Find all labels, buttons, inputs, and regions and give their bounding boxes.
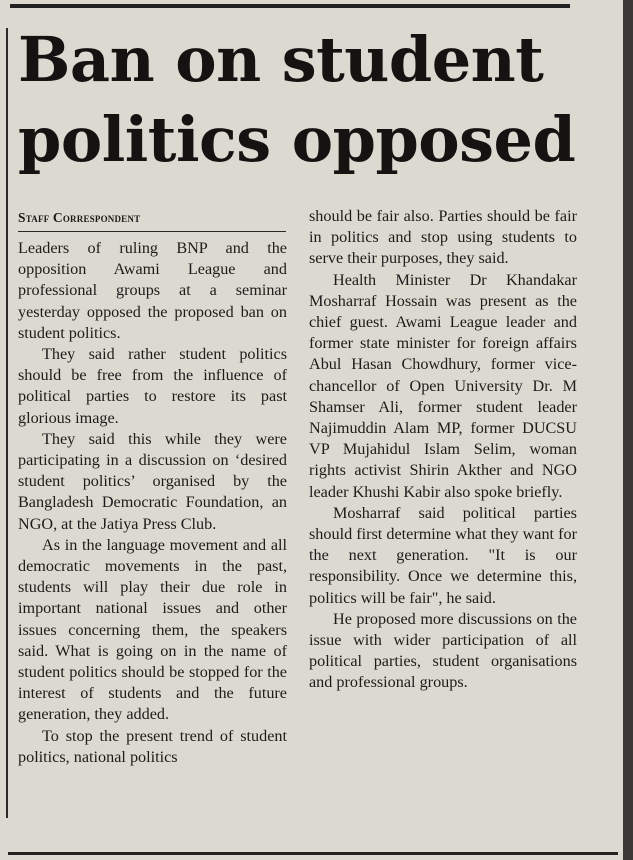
paragraph: Health Minister Dr Khandakar Mosharraf Hossain was present as the chief guest. Awami League leader and former state minister for foreign affairs Abul Hasan Chowdhury, former vice-chancellor of Open University Dr. M Shamser Ali, former student leader Najimuddin Alam MP, former DUCSU VP Mujahidul Islam Selim, woman rights activist Shirin Akther and NGO leader Khushi Kabir also spoke briefly. [309,270,577,501]
left-column [18,238,287,768]
paragraph: As in the language movement and all democratic movements in the past, students will play their due role in important national issues and other issues concerning them, the speakers said. What is going on in the name of student politics should be stopped for the interest of students and the future generation, they added. [18,535,287,724]
paragraph: They said this while they were participating in a discussion on ‘desired student politics’ organised by the Bangladesh Democratic Foundation, an NGO, at the Jatiya Press Club. [18,429,287,533]
left-rule [6,28,8,818]
headline: Ban on student politics opposed [18,23,576,176]
top-rule [10,4,570,8]
paragraph: They said rather student politics should be free from the influence of political parties to restore its past glorious image. [18,345,287,427]
bottom-rule [8,852,618,855]
paragraph: To stop the present trend of student politics, national politics [18,726,287,766]
right-column [309,206,577,694]
byline: Staff Correspondent [18,208,286,232]
paragraph: Mosharraf said political parties should first determine what they want for the next generation. "It is our responsibility. Once we determine this, politics will be fair", he said. [309,503,577,607]
paragraph: Leaders of ruling BNP and the opposition Awami League and professional groups at a seminar yesterday opposed the proposed ban on student politics. [18,239,287,342]
paragraph: He proposed more discussions on the issue with wider participation of all political parties, student organisations and professional groups. [309,609,577,692]
paragraph: should be fair also. Parties should be fair in politics and stop using students to serve their purposes, they said. [309,207,577,268]
